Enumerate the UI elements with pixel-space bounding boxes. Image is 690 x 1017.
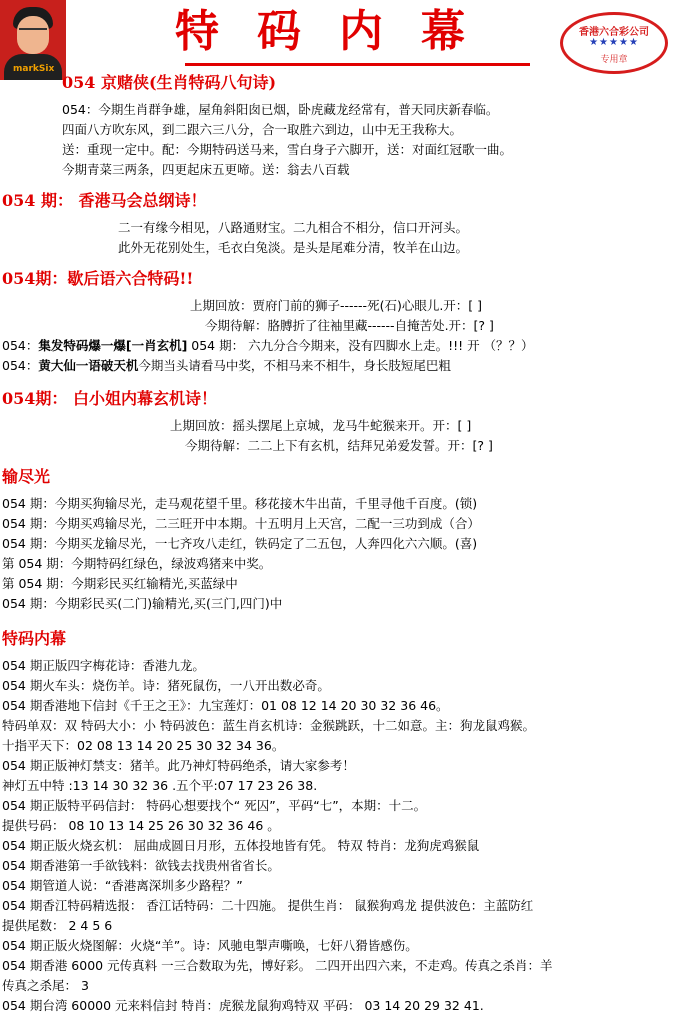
s3-line4-bold: 黄大仙一语破天机 bbox=[38, 358, 139, 373]
s4-line: 上期回放：摇头摆尾上京城，龙马牛蛇猴来开。开：[ ] bbox=[170, 418, 472, 433]
s6-line: 054 期正版火烧玄机： 屈曲成圆日月形，五体投地皆有凭。 特双 特肖：龙狗虎鸡猴鼠 bbox=[2, 838, 480, 853]
section-heading-4: 054期： 白小姐内幕玄机诗！ bbox=[2, 389, 217, 408]
section-heading-3: 054期：歇后语六合特码!! bbox=[2, 269, 194, 288]
s6-line: 054 期正版特平码信封： 特码心想要找个“ 死囚”，平码“七”，本期：十二。 bbox=[2, 798, 427, 813]
section-heading-2: 054 期： 香港马会总纲诗！ bbox=[2, 191, 207, 210]
s3-line bbox=[2, 356, 451, 376]
s3-line3-bold: 集发特码爆一爆[一肖玄机] bbox=[38, 338, 188, 353]
s5-line: 第 054 期：今期特码红绿色，绿波鸡猪来中奖。 bbox=[2, 556, 272, 571]
page-title: 特码内幕 bbox=[175, 6, 503, 57]
s3-line3-rest: 054 期： 六九分合今期来，没有四脚水上走。!!! 开 （？？） bbox=[187, 338, 534, 353]
s1-line: 四面八方吹东风，到二跟六三八分，合一取胜六到边，山中无王我称大。 bbox=[62, 122, 463, 137]
s6-line: 传真之杀尾： 3 bbox=[2, 978, 89, 993]
s1-line: 送：重现一定中。配：今期特码送马来，雪白身子六脚开，送：对面红冠歌一曲。 bbox=[62, 142, 513, 157]
s1-line: 054：今期生肖群争雄，屋角斜阳囱已烟，卧虎藏龙经常有，普天同庆新春临。 bbox=[62, 102, 499, 117]
s6-line: 提供号码： 08 10 13 14 25 26 30 32 36 46 。 bbox=[2, 818, 280, 833]
seal-stars: ★★★★★ bbox=[589, 37, 639, 48]
s1-line: 今期青菜三两条，四更起床五更啼。送：翁去八百载 bbox=[62, 162, 350, 177]
seal-top-text: 香港六合彩公司 bbox=[579, 27, 649, 38]
s5-line: 第 054 期：今期彩民买红输精光,买蓝绿中 bbox=[2, 576, 238, 591]
title-underline bbox=[185, 63, 530, 66]
s6-line: 054 期正版神灯禁支：猪羊。此乃神灯特码绝杀，请大家参考！ bbox=[2, 758, 355, 773]
s2-line: 此外无花别处生，毛衣白兔淡。是头是尾难分清，牧羊在山边。 bbox=[118, 240, 469, 255]
s6-line: 提供尾数： 2 4 5 6 bbox=[2, 918, 113, 933]
header bbox=[0, 0, 690, 80]
s2-line: 二一有缘今相见，八路通财宝。二九相合不相分，信口开河头。 bbox=[118, 220, 469, 235]
s6-line: 054 期香港地下信封《千王之王》：九宝莲灯：01 08 12 14 20 30 32 36 46。 bbox=[2, 698, 449, 713]
official-seal bbox=[560, 12, 668, 74]
s6-line: 054 期香港 6000 元传真料 一三合数取为先，博好彩。 二四开出四六来，不走鸡。传真之杀肖：羊 bbox=[2, 958, 553, 973]
section-heading-6: 特码内幕 bbox=[2, 629, 67, 648]
s6-line: 054 期台湾 60000 元来料信封 特肖：虎猴龙鼠狗鸡特双 平码： 03 14 20 29 32 41. bbox=[2, 998, 484, 1013]
s5-line: 054 期：今期买鸡输尽光，二三旺开中本期。十五明月上天宫，二配一三功到成（合） bbox=[2, 516, 480, 531]
s5-line: 054 期：今期买狗输尽光，走马观花望千里。移花接木牛出苗，千里寻他千百度。(锁) bbox=[2, 496, 478, 511]
s3-line: 上期回放：贾府门前的狮子------死(石)心眼儿.开：[ ] bbox=[190, 298, 483, 313]
s5-line: 054 期：今期彩民买(二门)输精光,买(三门,四门)中 bbox=[2, 596, 283, 611]
s6-line: 神灯五中特 :13 14 30 32 36 .五个平:07 17 23 26 38. bbox=[2, 778, 318, 793]
s6-line: 054 期火车头：烧伤羊。诗：猪死鼠伤，一八开出数必奇。 bbox=[2, 678, 330, 693]
s3-line3-prefix: 054： bbox=[2, 338, 39, 353]
s3-line4-rest: 今期当头请看马中奖，不相马来不相牛，身长肢短尾巴粗 bbox=[138, 358, 451, 373]
s6-line: 十指平天下：02 08 13 14 20 25 30 32 34 36。 bbox=[2, 738, 285, 753]
s4-line: 今期待解：二二上下有玄机，结拜兄弟爱发誓。开：[? ] bbox=[185, 438, 493, 453]
s3-line4-prefix: 054： bbox=[2, 358, 39, 373]
section-heading-1: 054 京赌侠(生肖特码八句诗) bbox=[62, 73, 277, 92]
s5-line: 054 期：今期买龙输尽光，一七齐攻八走红，铁码定了二五包，人奔四化六六顺。(喜) bbox=[2, 536, 478, 551]
s6-line: 054 期香港第一手欲钱料：欲钱去找贵州省省长。 bbox=[2, 858, 280, 873]
s3-line bbox=[2, 336, 534, 356]
s6-line: 054 期管道人说：“香港离深圳多少路程？” bbox=[2, 878, 243, 893]
s6-line: 054 期正版火烧图解：火烧“羊”。诗：风驰电掣声嘶唤，七奸八猾皆感伤。 bbox=[2, 938, 418, 953]
seal-bottom-text: 专用章 bbox=[600, 55, 628, 65]
avatar bbox=[0, 0, 66, 80]
s3-line: 今期待解：胳膊折了往袖里藏------自掩苦处.开：[? ] bbox=[205, 318, 494, 333]
avatar-watermark: markSix bbox=[13, 64, 55, 74]
s6-line: 特码单双：双 特码大小：小 特码波色：蓝生肖玄机诗：金猴跳跃，十二如意。主：狗龙鼠鸡猴。 bbox=[2, 718, 535, 733]
s6-line: 054 期正版四字梅花诗：香港九龙。 bbox=[2, 658, 205, 673]
s6-line: 054 期香江特码精选报： 香江话特码：二十四施。 提供生肖： 鼠猴狗鸡龙 提供波色：主蓝防红 bbox=[2, 898, 534, 913]
section-heading-5: 输尽光 bbox=[2, 467, 51, 486]
